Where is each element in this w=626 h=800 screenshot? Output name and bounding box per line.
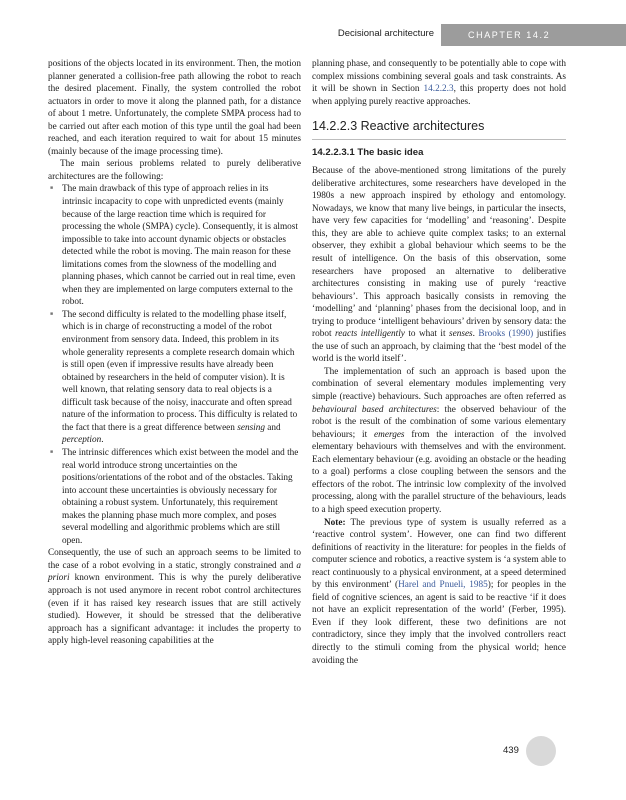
section-heading: 14.2.2.3 Reactive architectures <box>312 118 566 140</box>
paragraph-text: The implementation of such an approach is based upon the combination of several elementary modules implementing very simple (reactive) behaviours. Such approaches are often referred as <box>312 366 566 403</box>
paragraph <box>48 547 301 647</box>
list-item-text: and <box>264 422 281 433</box>
paragraph <box>312 165 566 366</box>
subsection-heading: 14.2.2.3.1 The basic idea <box>312 147 424 159</box>
page-marker <box>526 736 556 766</box>
paragraph <box>312 517 566 668</box>
paragraph-text: , this property does not hold when applying purely reactive approaches. <box>312 84 566 107</box>
running-header <box>0 24 626 46</box>
paragraph-text: Because of the above-mentioned strong limitations of the purely deliberative architectures, some researchers have developed in the 1980s a new approach inspired by ethology and entomology. Nowadays, we know that many live beings, in particular the insects, have very few capacities for ‘modelling’ and ‘reasoning’. Despite this, they are able to achieve quite complex tasks; to an external observer, they exhibit a global behaviour which seems to be the result of intelligence. On the basis of this observation, some researchers have proposed an alternative to deliberative architectures consisting in making use of purely ‘reactive behaviours’. This approach basically consists in removing the ‘modelling’ and ‘planning’ phases from the decisional loop, and in trying to produce ‘intelligent behaviours’ driven by sensory data: the robot <box>312 166 566 340</box>
right-column <box>312 58 566 667</box>
emphasis: a priori <box>48 560 301 584</box>
paragraph-text: justifies the use of such an approach, by claiming that the ‘best model of the world is the world itself’. <box>312 329 567 365</box>
paragraph <box>312 58 566 108</box>
paragraph-text: known environment. This is why the purely deliberative approach is not used anymore in recent robot control architectures (even if it has raised key research issues that are still actively studied). However, it should be stressed that the deliberative approach has a significant advantage: it includes the property to apply high-level reasoning capabilities at the <box>48 573 301 647</box>
emphasis: senses <box>449 329 473 340</box>
note-label: Note: <box>324 517 346 528</box>
paragraph-text: to what it <box>404 329 450 340</box>
list-item <box>48 309 301 447</box>
paragraph-text: . <box>472 329 479 340</box>
paragraph-text: from the interaction of the involved elementary behaviours with themselves and with the environment. Each elementary behaviour (e.g. avoiding an obstacle or the heading to a goal) performs a close coupling between the sensors and the effectors of the robot. The intrinsic low complexity of the involved processing, along with the parallel structure of the behaviours, leads to a high speed execution property. <box>312 429 566 515</box>
list-item-text: . <box>101 435 104 446</box>
running-title: Decisional architecture <box>337 28 434 39</box>
paragraph-text: ); for peoples in the field of cognitive sciences, an agent is said to be reactive ‘if it does not have an explicit representation of the world’ (Ferber, 1995). Even if they look different, these two definitions are not contradictory, since they imply that the involved controllers react directly to the stimuli coming from the physical world; hence avoiding the <box>312 580 566 666</box>
paragraph-text: The previous type of system is usually referred as a ‘reactive control system’. However, one can find two different definitions of reactivity in the literature: for peoples in the fields of computer science and robotics, a reactive system is ‘a system able to react continuously to a physical environment, at a speed determined by this environment’ ( <box>312 517 566 591</box>
paragraph: The main serious problems related to purely deliberative architectures are the following: <box>48 159 301 182</box>
page-number: 439 <box>503 745 519 756</box>
emphasis: perception <box>62 435 102 446</box>
citation-link[interactable]: Brooks (1990) <box>478 329 534 340</box>
list-item-text: The second difficulty is related to the modelling phase itself, which is in charge of reconstructing a model of the robot environment from sensory data. Indeed, this problem in its whole generality represents a complete research domain which is still open (even if impressive results have already been obtained by researchers in the held of computer vision). It is well known, that relating sensory data to real objects is a difficult task because of the noisy, inaccurate and often spread nature of the information to process. This difficulty is related to the fact that there is a great difference between <box>62 309 298 433</box>
paragraph-text: planning phase, and consequently to be potentially able to cope with complex missions combining several goals and task constraints. As it will be shown in Section <box>312 59 566 95</box>
section-link[interactable]: 14.2.2.3 <box>423 84 454 95</box>
emphasis: sensing <box>237 422 265 433</box>
citation-link[interactable]: Harel and Pnueli, 1985 <box>398 580 488 591</box>
list-item: ■ The intrinsic differences which exist between the model and the real world introduce strong uncertainties on the positions/orientations of the robot and of the obstacles. Taking into account these uncertainties is obviously necessary for obtaining a robust system. Unfortunately, this requirement makes the planning phase much more complex, and poses several modelling and algorithmic problems which are still open. <box>48 447 301 547</box>
paragraph-text: Consequently, the use of such an approach seems to be limited to the case of a robot evolving in a static, strongly constrained and <box>48 548 301 571</box>
paragraph-text: : the observed behaviour of the robot is the result of the combination of some various elementary behaviours; it <box>312 404 566 440</box>
list-item: ■ The main drawback of this type of approach relies in its intrinsic incapacity to cope with unpredicted events (mainly because of the large reaction time which is required for processing the whole (SMPA) cycle). Consequently, it is almost impossible to take into account dynamic objects or obstacles detected while the robot is moving. The main reason for these limitations comes from the slowness of the modelling and planning phases, which cannot be carried out in real time, even when they are implemented on large computers external to the robot. <box>48 183 301 308</box>
emphasis: emerges <box>374 429 405 440</box>
problem-list <box>48 183 301 547</box>
emphasis: reacts intelligently <box>334 329 405 340</box>
chapter-label: CHAPTER 14.2 <box>441 24 626 46</box>
paragraph <box>312 366 566 517</box>
emphasis: behavioural based architectures <box>312 404 437 415</box>
left-column <box>48 58 301 648</box>
paragraph: positions of the objects located in its environment. Then, the motion planner generated a collision-free path allowing the robot to reach the desired placement. Finally, the system controlled the robot actuators in order to move it along the planned path, for a distance of about 1 metre. Unfortunately, the complete SMPA process had to be carried out after each motion of this type until the goal had been reached, and each iteration required to wait for about 15 minutes (mainly because of the image processing time). <box>48 59 301 157</box>
